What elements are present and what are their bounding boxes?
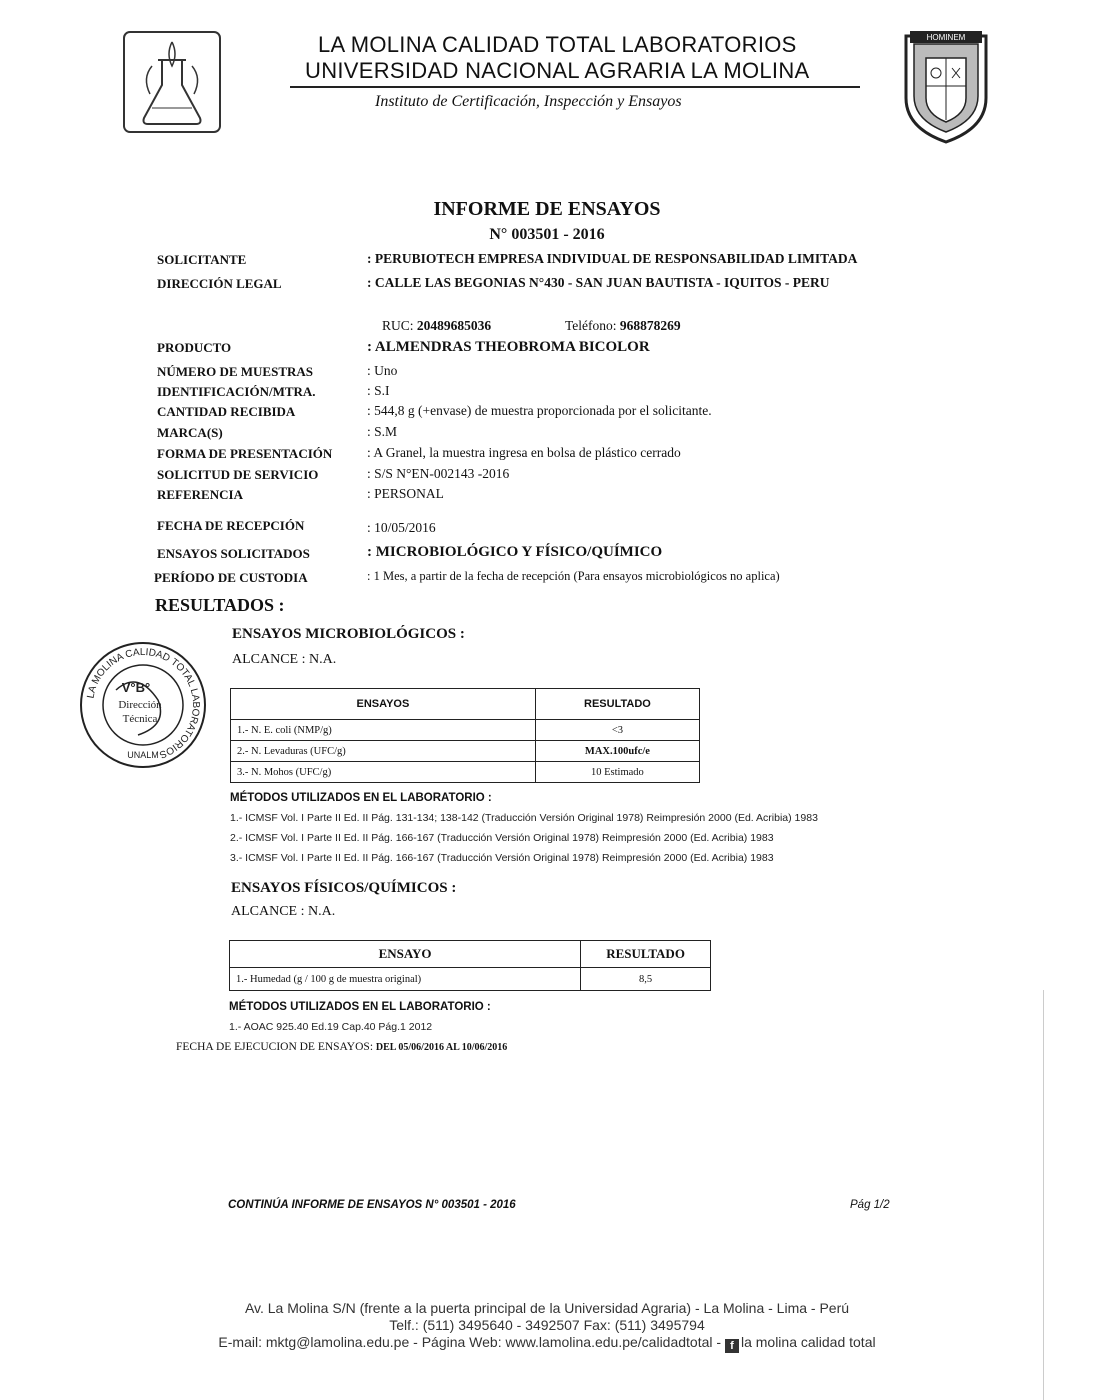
page-number: Pág 1/2	[850, 1199, 890, 1211]
micro-ensayo-cell: 2.- N. Levaduras (UFC/g)	[231, 741, 536, 762]
ruc-value: 20489685036	[416, 318, 492, 333]
value-periodo: : 1 Mes, a partir de la fecha de recepción (Para ensayos microbiológicos no aplica)	[367, 569, 780, 583]
micro-ensayo-cell: 3.- N. Mohos (UFC/g)	[231, 762, 536, 783]
label-numero-muestras: NÚMERO DE MUESTRAS	[157, 364, 314, 379]
label-referencia: REFERENCIA	[157, 487, 243, 502]
crest-banner: HOMINEM	[926, 33, 966, 42]
value-direccion: : CALLE LAS BEGONIAS N°430 - SAN JUAN BAUTISTA - IQUITOS - PERU	[367, 275, 830, 290]
footer-email-web: E-mail: mktg@lamolina.edu.pe - Página Web: www.lamolina.edu.pe/calidadtotal -	[218, 1334, 722, 1350]
fecha-ejecucion-value: DEL 05/06/2016 AL 10/06/2016	[375, 1042, 508, 1053]
micro-ensayo-cell: 1.- N. E. coli (NMP/g)	[231, 720, 536, 741]
stamp-vb: V°B°	[121, 680, 151, 695]
micro-resultado-cell: <3	[535, 720, 699, 741]
label-periodo: PERÍODO DE CUSTODIA	[154, 570, 308, 585]
label-identificacion: IDENTIFICACIÓN/MTRA.	[157, 384, 316, 399]
micro-col-ensayos: ENSAYOS	[231, 689, 536, 720]
label-fecha-recepcion: FECHA DE RECEPCIÓN	[157, 518, 305, 533]
header-institute: Instituto de Certificación, Inspección y Ensayos	[375, 93, 682, 110]
fecha-ejecucion	[176, 1041, 507, 1053]
fisico-alcance-label: ALCANCE :	[231, 904, 305, 919]
footer-phone: Telf.: (511) 3495640 - 3492507 Fax: (511) 3495794	[389, 1317, 705, 1333]
fisico-ensayo-cell: 1.- Humedad (g / 100 g de muestra original)	[230, 968, 581, 991]
direccion-tecnica-stamp-icon	[78, 640, 208, 770]
ruc-label: RUC:	[382, 318, 414, 333]
value-referencia: : PERSONAL	[367, 486, 444, 501]
stamp-ring-text: LA MOLINA CALIDAD TOTAL LABORATORIOS	[85, 646, 202, 760]
report-number: N° 003501 - 2016	[489, 226, 605, 243]
label-solicitud: SOLICITUD DE SERVICIO	[157, 467, 319, 482]
value-forma: : A Granel, la muestra ingresa en bolsa de plástico cerrado	[367, 445, 681, 460]
table-row	[231, 720, 700, 741]
fisico-metodos-heading: MÉTODOS UTILIZADOS EN EL LABORATORIO :	[229, 1001, 491, 1013]
footer-address: Av. La Molina S/N (frente a la puerta principal de la Universidad Agraria) - La Molina - Lima - Perú	[244, 1300, 850, 1316]
fisico-heading: ENSAYOS FÍSICOS/QUÍMICOS :	[231, 880, 457, 896]
micro-results-table	[230, 688, 700, 783]
footer-contact	[0, 1334, 1094, 1353]
telefono-label: Teléfono:	[565, 318, 617, 333]
label-producto: PRODUCTO	[157, 340, 232, 355]
fisico-col-resultado: RESULTADO	[581, 941, 711, 968]
table-row	[231, 741, 700, 762]
label-cantidad: CANTIDAD RECIBIDA	[157, 404, 296, 419]
facebook-icon: f	[725, 1339, 739, 1353]
value-cantidad: : 544,8 g (+envase) de muestra proporcionada por el solicitante.	[367, 403, 712, 418]
micro-alcance-label: ALCANCE :	[232, 652, 306, 667]
report-title: INFORME DE ENSAYOS	[433, 198, 661, 220]
ruc-line	[382, 318, 491, 334]
micro-heading: ENSAYOS MICROBIOLÓGICOS :	[232, 626, 465, 642]
header-divider	[290, 86, 860, 88]
header-university-name: UNIVERSIDAD NACIONAL AGRARIA LA MOLINA	[305, 58, 810, 83]
label-forma: FORMA DE PRESENTACIÓN	[157, 446, 333, 461]
fecha-ejecucion-label: FECHA DE EJECUCION DE ENSAYOS:	[176, 1041, 374, 1053]
micro-metodo-2: 2.- ICMSF Vol. I Parte II Ed. II Pág. 166-167 (Traducción Versión Original 1978) Reimpresión 2000 (Ed. Acribia) 1983	[230, 832, 774, 844]
label-solicitante: SOLICITANTE	[157, 252, 247, 267]
fisico-alcance	[231, 904, 335, 920]
telefono-line	[565, 318, 681, 334]
micro-col-resultado: RESULTADO	[535, 689, 699, 720]
stamp-tecnica: Técnica	[122, 713, 158, 725]
micro-metodos-heading: MÉTODOS UTILIZADOS EN EL LABORATORIO :	[230, 792, 492, 804]
value-marca: : S.M	[367, 424, 398, 439]
fisico-resultado-cell: 8,5	[581, 968, 711, 991]
micro-resultado-cell: MAX.100ufc/e	[535, 741, 699, 762]
value-identificacion: : S.I	[367, 383, 390, 398]
telefono-value: 968878269	[619, 318, 681, 333]
resultados-heading: RESULTADOS :	[155, 595, 285, 615]
micro-metodo-3: 3.- ICMSF Vol. I Parte II Ed. II Pág. 166-167 (Traducción Versión Original 1978) Reimpresión 2000 (Ed. Acribia) 1983	[230, 852, 774, 864]
lab-logo-icon	[122, 30, 222, 134]
label-direccion: DIRECCIÓN LEGAL	[157, 276, 282, 291]
micro-metodo-1: 1.- ICMSF Vol. I Parte II Ed. II Pág. 131-134; 138-142 (Traducción Versión Original 1978) Reimpresión 2000 (Ed. Acribia) 1983	[230, 812, 818, 824]
value-solicitante: : PERUBIOTECH EMPRESA INDIVIDUAL DE RESPONSABILIDAD LIMITADA	[367, 251, 858, 266]
fisico-results-table	[229, 940, 711, 991]
header-lab-name: LA MOLINA CALIDAD TOTAL LABORATORIOS	[318, 32, 797, 57]
value-ensayos-solicitados: : MICROBIOLÓGICO Y FÍSICO/QUÍMICO	[367, 544, 663, 560]
value-fecha-recepcion: : 10/05/2016	[367, 520, 436, 535]
fisico-alcance-value: N.A.	[308, 904, 336, 919]
stamp-direccion: Dirección	[118, 699, 162, 711]
micro-alcance-value: N.A.	[309, 652, 337, 667]
value-numero-muestras: : Uno	[367, 363, 398, 378]
label-ensayos-solicitados: ENSAYOS SOLICITADOS	[157, 546, 310, 561]
table-row	[231, 762, 700, 783]
continua-informe: CONTINÚA INFORME DE ENSAYOS N° 003501 - 2016	[228, 1199, 516, 1211]
micro-resultado-cell: 10 Estimado	[535, 762, 699, 783]
footer-facebook-name: la molina calidad total	[740, 1334, 876, 1350]
fisico-col-ensayo: ENSAYO	[230, 941, 581, 968]
fisico-metodo-1: 1.- AOAC 925.40 Ed.19 Cap.40 Pág.1 2012	[229, 1021, 433, 1033]
label-marca: MARCA(S)	[157, 425, 223, 440]
table-row	[230, 968, 711, 991]
micro-alcance	[232, 652, 336, 668]
value-solicitud: : S/S N°EN-002143 -2016	[367, 466, 510, 481]
stamp-unalm: UNALM	[127, 750, 159, 760]
value-producto: : ALMENDRAS THEOBROMA BICOLOR	[367, 339, 650, 355]
university-crest-icon	[900, 28, 992, 146]
